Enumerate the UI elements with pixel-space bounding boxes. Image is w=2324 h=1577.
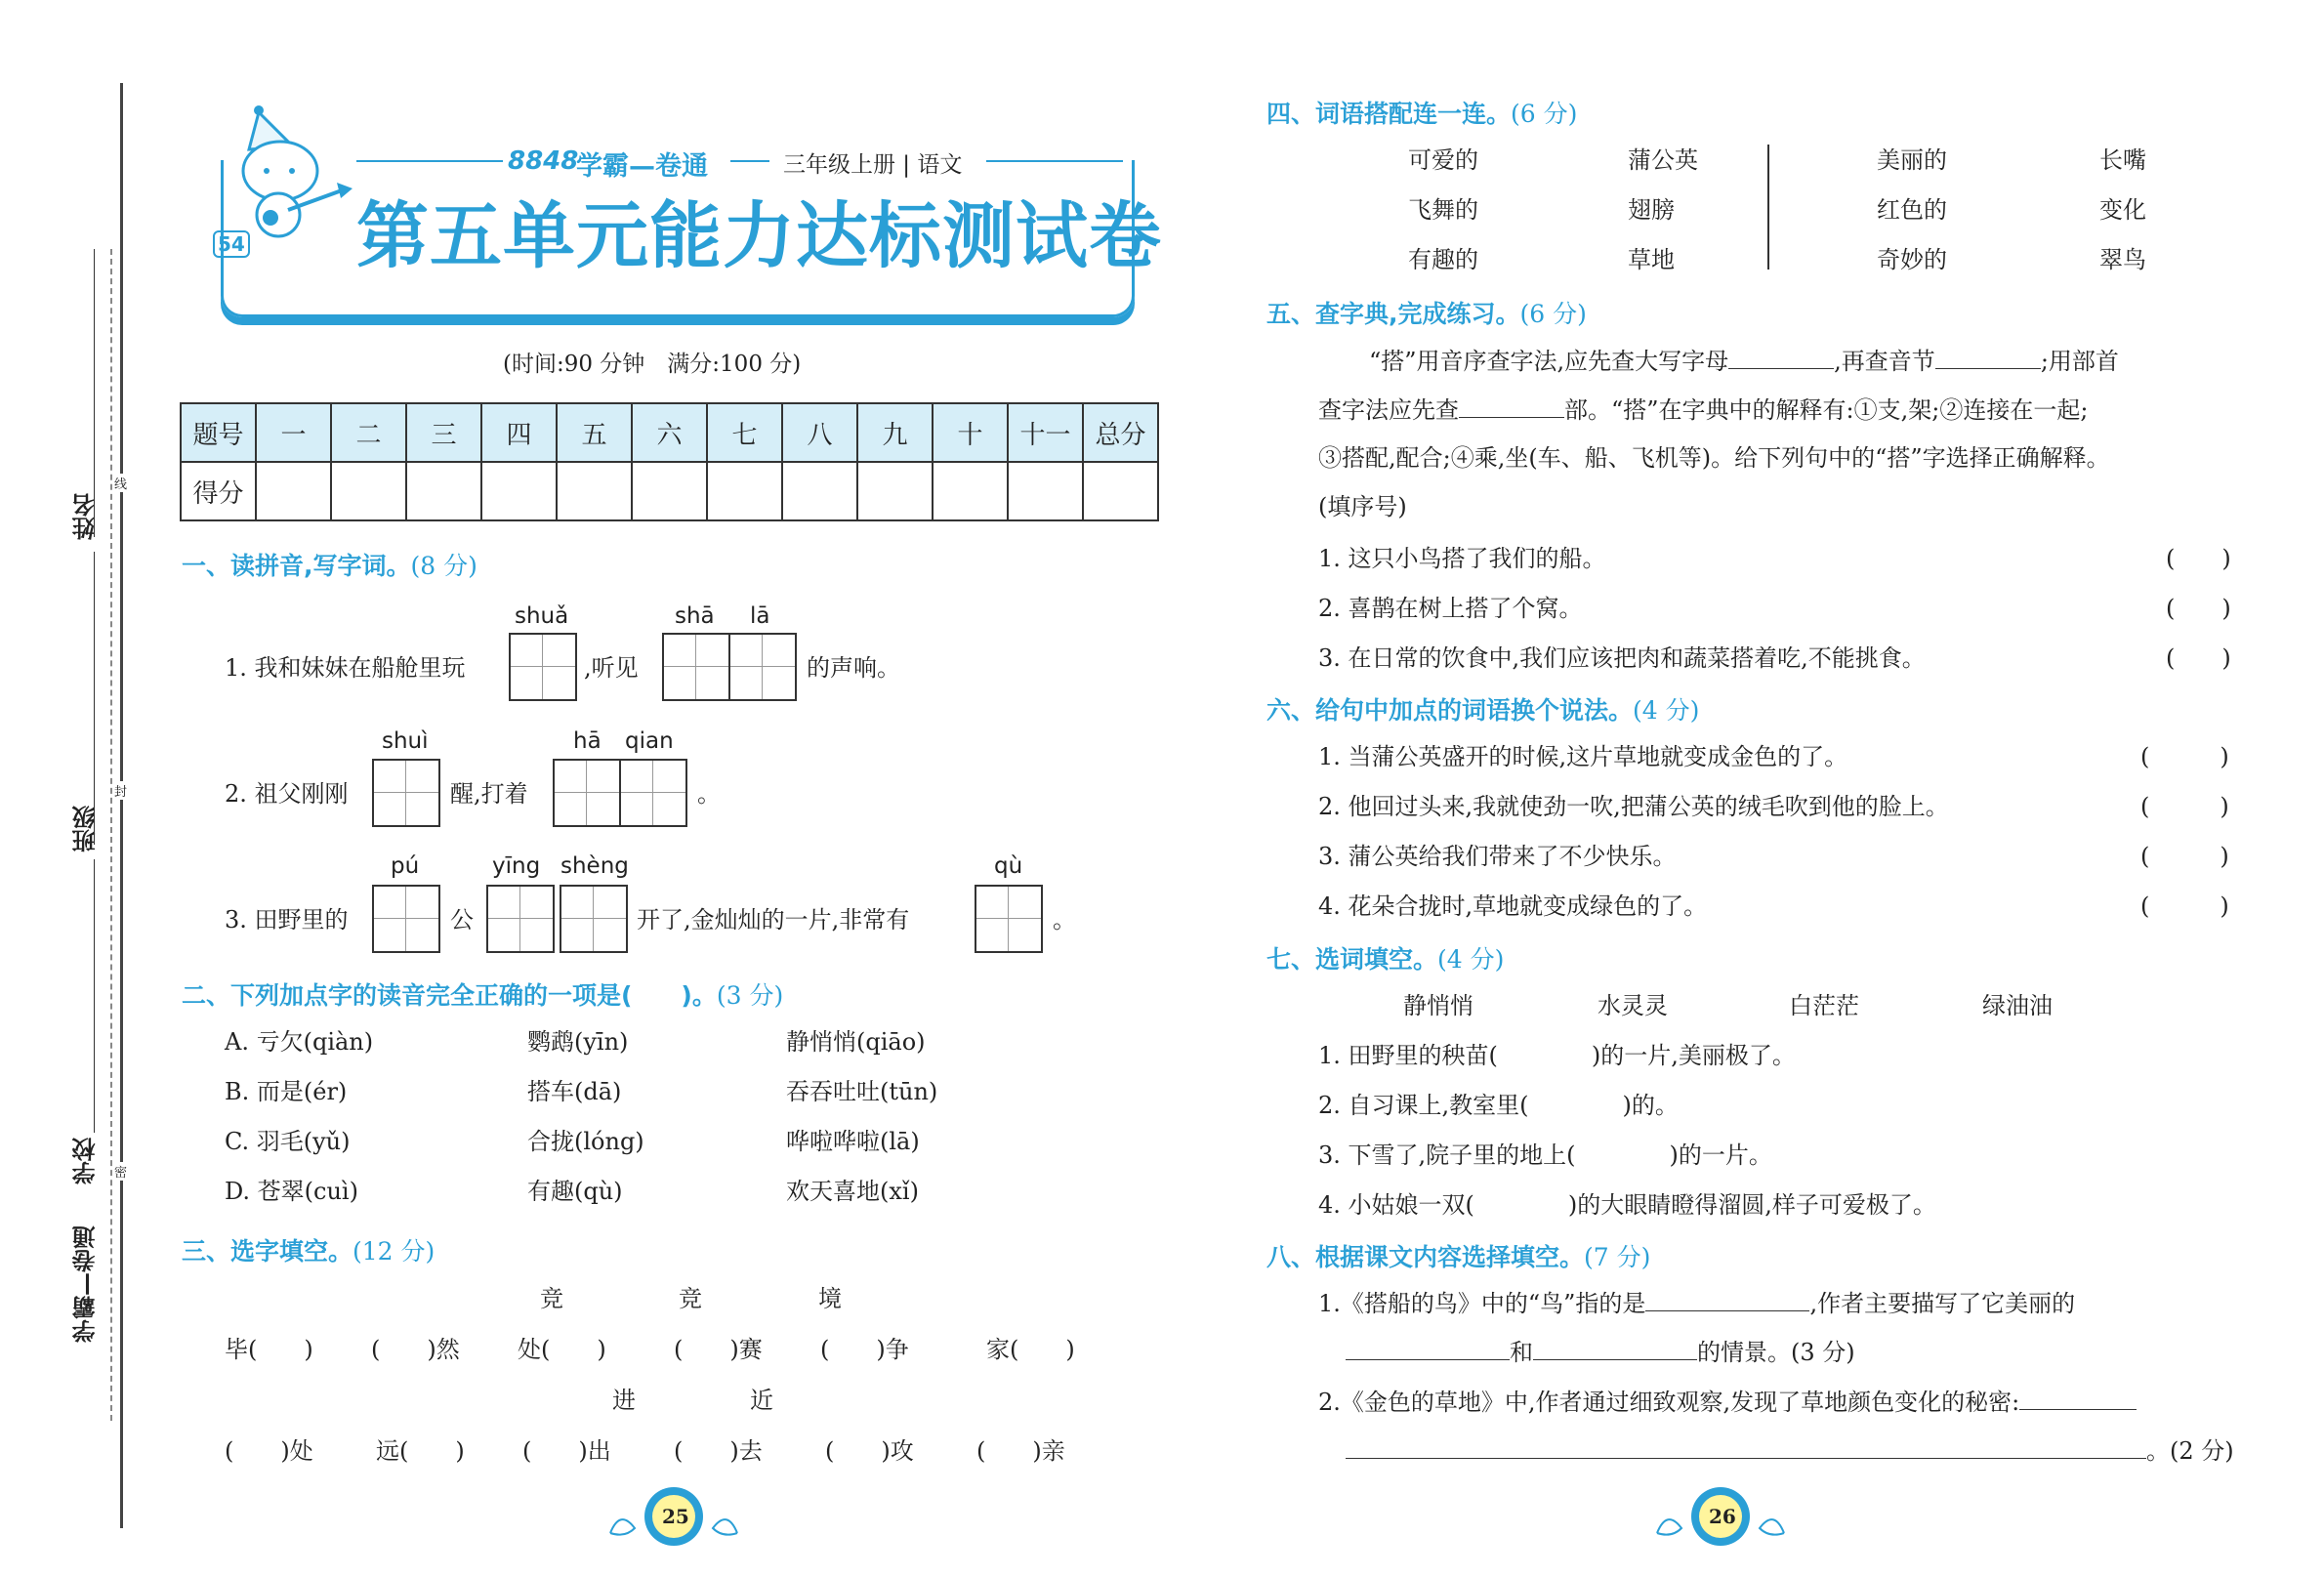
section1-points: (8 分) <box>410 552 477 580</box>
s1-q2-text-b: 醒,打着 <box>450 780 528 808</box>
name-blank <box>94 249 95 537</box>
match-word[interactable]: 翅膀 <box>1628 196 1675 224</box>
score-row-label: 得分 <box>181 462 256 520</box>
s8-q2a: 2.《金色的草地》中,作者通过细致观察,发现了草地颜色变化的秘密: <box>1318 1389 2020 1416</box>
seal-close-mark: 密 <box>114 1162 127 1181</box>
match-divider <box>1767 145 1769 270</box>
s5-para-1b: ,再查音节 <box>1834 348 1935 375</box>
score-cell[interactable] <box>1083 462 1158 520</box>
s5-para-2a: 查字法应先查 <box>1318 396 1459 424</box>
grade-subject: 三年级上册 | 语文 <box>783 152 963 178</box>
word-option: 静悄悄 <box>1403 992 1473 1019</box>
fill-blank-item[interactable]: 4. 小姑娘一双( )的大眼睛瞪得溜圆,样子可爱极了。 <box>1318 1191 1936 1219</box>
option-item[interactable]: A. 亏欠(qiàn) <box>225 1028 374 1056</box>
exam-title: 第五单元能力达标测试卷 <box>356 194 1162 278</box>
badge-number: 54 <box>213 230 250 258</box>
write-box[interactable] <box>662 633 730 701</box>
score-cell[interactable] <box>632 462 707 520</box>
s5-para-1a: “搭”用音序查字法,应先查大写字母 <box>1369 348 1729 375</box>
section2-points: (3 分) <box>716 981 784 1010</box>
score-cell[interactable] <box>857 462 933 520</box>
section4-heading: 四、词语搭配连一连。 <box>1266 100 1512 128</box>
section5-points: (6 分) <box>1519 300 1587 328</box>
answer-parens[interactable]: ( ) <box>2140 793 2229 820</box>
s5-para-1c: ;用部首 <box>2040 348 2119 375</box>
section8-heading: 八、根据课文内容选择填空。 <box>1266 1243 1585 1271</box>
s1-q3-text-a: 3. 田野里的 <box>225 906 349 934</box>
pinyin-la: lā <box>750 603 770 629</box>
fill-blank-item[interactable]: ( )攻 <box>825 1437 914 1465</box>
section3-points: (12 分) <box>353 1237 436 1266</box>
page-number-right-text: 26 <box>1709 1505 1736 1528</box>
score-header-cell: 十一 <box>1008 403 1083 462</box>
answer-parens[interactable]: ( ) <box>2140 743 2229 770</box>
answer-parens[interactable]: ( ) <box>2166 595 2231 622</box>
s8-q1c: 和 <box>1510 1339 1533 1366</box>
question-item: 1. 这只小鸟搭了我们的船。 <box>1318 545 1606 572</box>
fill-blank-item[interactable]: ( )赛 <box>674 1336 763 1363</box>
score-header-cell: 一 <box>256 403 331 462</box>
brand-code: 8848 <box>508 146 579 176</box>
seal-seal-mark: 封 <box>114 781 127 800</box>
score-cell[interactable] <box>331 462 406 520</box>
fill-blank-item[interactable]: 1. 田野里的秧苗( )的一片,美丽极了。 <box>1318 1042 1796 1069</box>
question-item: 3. 蒲公英给我们带来了不少快乐。 <box>1318 843 1677 870</box>
s8-q1d: 的情景。(3 分) <box>1697 1339 1855 1366</box>
section1-heading: 一、读拼音,写字词。 <box>182 552 411 580</box>
question-item: 2. 喜鹊在树上搭了个窝。 <box>1318 595 1583 622</box>
answer-parens[interactable]: ( ) <box>2140 843 2229 870</box>
s1-q1-text-b: ,听见 <box>584 654 639 682</box>
word-option: 水灵灵 <box>1598 992 1668 1019</box>
write-box[interactable] <box>509 633 577 701</box>
choice-char: 竞 <box>679 1285 702 1312</box>
match-word[interactable]: 可爱的 <box>1408 146 1478 174</box>
s5-para-3: ③搭配,配合;④乘,坐(车、船、飞机等)。给下列句中的“搭”字选择正确解释。 <box>1318 444 2110 472</box>
section4-title <box>1266 95 1577 130</box>
question-item: 2. 他回过头来,我就使劲一吹,把蒲公英的绒毛吹到他的脸上。 <box>1318 793 1949 820</box>
section1-title <box>182 547 477 582</box>
fill-blank-item[interactable]: ( )亲 <box>976 1437 1065 1465</box>
option-item: 吞吞吐吐(tūn) <box>786 1078 938 1105</box>
school-blank <box>94 859 95 1133</box>
score-header-cell: 八 <box>782 403 857 462</box>
class-label: 班级 <box>72 806 100 852</box>
score-cell[interactable] <box>1008 462 1083 520</box>
score-cell[interactable] <box>557 462 632 520</box>
question-item: 3. 在日常的饮食中,我们应该把肉和蔬菜搭着吃,不能挑食。 <box>1318 644 1926 672</box>
match-word[interactable]: 有趣的 <box>1408 246 1478 273</box>
s1-q3-text-b: 公 <box>450 906 474 934</box>
option-item: 鹦鹉(yīn) <box>527 1028 629 1056</box>
match-word[interactable]: 飞舞的 <box>1408 196 1478 224</box>
binding-line <box>120 83 123 1528</box>
write-box[interactable] <box>553 759 621 827</box>
score-cell[interactable] <box>406 462 481 520</box>
score-table <box>180 402 1159 521</box>
option-item: 有趣(qù) <box>527 1178 623 1205</box>
choice-char: 境 <box>818 1285 842 1312</box>
section3-title <box>182 1232 435 1267</box>
score-header-cell: 二 <box>331 403 406 462</box>
section6-title <box>1266 691 1699 726</box>
answer-parens[interactable]: ( ) <box>2166 644 2231 672</box>
write-box[interactable] <box>560 885 628 953</box>
seal-line-mark: 线 <box>114 474 127 492</box>
match-word[interactable]: 美丽的 <box>1877 146 1947 174</box>
answer-blank[interactable] <box>1533 1340 1697 1360</box>
section3-heading: 三、选字填空。 <box>182 1237 353 1266</box>
fill-blank-item[interactable]: 毕( ) <box>225 1336 313 1363</box>
pinyin-shui: shuì <box>382 728 429 754</box>
match-word[interactable]: 奇妙的 <box>1877 246 1947 273</box>
fill-blank-item[interactable]: ( )然 <box>371 1336 460 1363</box>
match-word[interactable]: 草地 <box>1628 246 1675 273</box>
score-header-cell: 九 <box>857 403 933 462</box>
pinyin-shua: shuǎ <box>515 603 569 629</box>
score-header-cell: 总分 <box>1083 403 1158 462</box>
fill-blank-item[interactable]: 家( ) <box>986 1336 1075 1363</box>
option-item: 静悄悄(qiāo) <box>786 1028 926 1056</box>
s1-q2-text-c: 。 <box>697 780 721 808</box>
fill-blank-item[interactable]: 2. 自习课上,教室里( )的。 <box>1318 1092 1679 1119</box>
fill-blank-item[interactable]: ( )出 <box>522 1437 611 1465</box>
write-box[interactable] <box>372 885 440 953</box>
question-item: 1. 当蒲公英盛开的时候,这片草地就变成金色的了。 <box>1318 743 1848 770</box>
s1-q2-text-a: 2. 祖父刚刚 <box>225 780 349 808</box>
option-item[interactable]: D. 苍翠(cuì) <box>225 1178 358 1205</box>
pinyin-pu: pú <box>391 853 420 879</box>
option-item: 哗啦哗啦(lā) <box>786 1128 920 1155</box>
school-label: 学校 <box>72 1138 100 1184</box>
pinyin-ying: yīng <box>492 853 541 879</box>
choice-char: 进 <box>612 1387 636 1414</box>
section2-title <box>182 976 783 1012</box>
answer-blank[interactable] <box>1645 1291 1809 1311</box>
choice-char: 近 <box>750 1387 773 1414</box>
section7-points: (4 分) <box>1437 945 1505 974</box>
option-item[interactable]: C. 羽毛(yǔ) <box>225 1128 351 1155</box>
section5-heading: 五、查字典,完成练习。 <box>1266 300 1520 328</box>
option-item: 欢天喜地(xǐ) <box>786 1178 919 1205</box>
s1-q1-text-c: 的声响。 <box>807 654 900 682</box>
s8-q1-line1 <box>1318 1291 2075 1315</box>
option-item[interactable]: B. 而是(ér) <box>225 1078 348 1105</box>
answer-blank[interactable] <box>1459 397 1564 418</box>
match-word[interactable]: 翠鸟 <box>2099 246 2146 273</box>
pinyin-qu: qù <box>994 853 1023 879</box>
answer-blank[interactable] <box>1728 349 1834 369</box>
s8-q2-line2 <box>1346 1438 2234 1463</box>
score-header-cell: 十 <box>933 403 1008 462</box>
answer-blank[interactable] <box>1346 1438 2146 1459</box>
score-cell[interactable] <box>707 462 782 520</box>
brand-name: 学霸—卷通 <box>576 151 708 182</box>
match-word[interactable]: 长嘴 <box>2099 146 2146 174</box>
option-item: 搭车(dā) <box>527 1078 622 1105</box>
match-word[interactable]: 蒲公英 <box>1628 146 1698 174</box>
answer-blank[interactable] <box>2019 1390 2137 1410</box>
fill-blank-item[interactable]: 处( ) <box>518 1336 606 1363</box>
score-header-cell: 五 <box>557 403 632 462</box>
s1-q1-text-a: 1. 我和妹妹在船舱里玩 <box>225 654 466 682</box>
binding-dashed-line <box>110 249 112 1421</box>
fill-blank-item[interactable]: ( )去 <box>674 1437 763 1465</box>
section2-heading: 二、下列加点字的读音完全正确的一项是( )。 <box>182 981 717 1010</box>
s5-para-4: (填序号) <box>1318 493 1407 520</box>
s1-q3-text-d: 。 <box>1053 906 1076 934</box>
time-info: (时间:90 分钟 满分:100 分) <box>503 352 802 377</box>
answer-parens[interactable]: ( ) <box>2140 892 2229 920</box>
pinyin-sheng: shèng <box>560 853 629 879</box>
section6-points: (4 分) <box>1633 696 1700 725</box>
s8-q1-line2 <box>1346 1340 1855 1364</box>
answer-blank[interactable] <box>1346 1340 1510 1360</box>
brand-vertical: 学霸—卷通 <box>72 1225 100 1343</box>
word-option: 白茫茫 <box>1789 992 1859 1019</box>
section6-heading: 六、给句中加点的词语换个说法。 <box>1266 696 1634 725</box>
write-box[interactable] <box>619 759 687 827</box>
pinyin-ha: hā <box>573 728 602 754</box>
s1-q3-text-c: 开了,金灿灿的一片,非常有 <box>637 906 910 934</box>
section8-points: (7 分) <box>1584 1243 1651 1271</box>
class-blank <box>94 552 95 845</box>
answer-blank[interactable] <box>1935 349 2041 369</box>
word-option: 绿油油 <box>1982 992 2053 1019</box>
section8-title <box>1266 1238 1650 1273</box>
choice-char: 竞 <box>540 1285 563 1312</box>
fill-blank-item[interactable]: 远( ) <box>376 1437 465 1465</box>
fill-blank-item[interactable]: 3. 下雪了,院子里的地上( )的一片。 <box>1318 1141 1772 1169</box>
s8-q2-line1 <box>1318 1390 2137 1414</box>
s8-q1b: ,作者主要描写了它美丽的 <box>1809 1290 2076 1317</box>
fill-blank-item[interactable]: ( )争 <box>820 1336 909 1363</box>
answer-parens[interactable]: ( ) <box>2166 545 2231 572</box>
s5-para-1 <box>1369 349 2119 373</box>
s5-para-2b: 部。“搭”在字典中的解释有:①支,架;②连接在一起; <box>1564 396 2089 424</box>
score-header-label: 题号 <box>181 403 256 462</box>
score-header-cell: 三 <box>406 403 481 462</box>
section4-points: (6 分) <box>1511 100 1578 128</box>
s8-q2b: 。(2 分) <box>2146 1437 2234 1465</box>
s8-q1a: 1.《搭船的鸟》中的“鸟”指的是 <box>1318 1290 1646 1317</box>
score-cell[interactable] <box>782 462 857 520</box>
match-word[interactable]: 红色的 <box>1877 196 1947 224</box>
section7-title <box>1266 940 1504 975</box>
pinyin-qian: qian <box>625 728 674 754</box>
score-cell[interactable] <box>481 462 557 520</box>
score-cell[interactable] <box>256 462 331 520</box>
write-box[interactable] <box>728 633 797 701</box>
fill-blank-item[interactable]: ( )处 <box>225 1437 313 1465</box>
option-item: 合拢(lóng) <box>527 1128 644 1155</box>
write-box[interactable] <box>486 885 555 953</box>
section7-heading: 七、选词填空。 <box>1266 945 1438 974</box>
name-label: 姓名 <box>72 493 100 540</box>
score-header-cell: 六 <box>632 403 707 462</box>
score-header-cell: 四 <box>481 403 557 462</box>
s5-para-2 <box>1318 397 2088 422</box>
score-header-cell: 七 <box>707 403 782 462</box>
match-word[interactable]: 变化 <box>2099 196 2146 224</box>
write-box[interactable] <box>975 885 1043 953</box>
question-item: 4. 花朵合拢时,草地就变成绿色的了。 <box>1318 892 1708 920</box>
write-box[interactable] <box>372 759 440 827</box>
section5-title <box>1266 295 1587 330</box>
score-cell[interactable] <box>933 462 1008 520</box>
pinyin-sha: shā <box>675 603 715 629</box>
